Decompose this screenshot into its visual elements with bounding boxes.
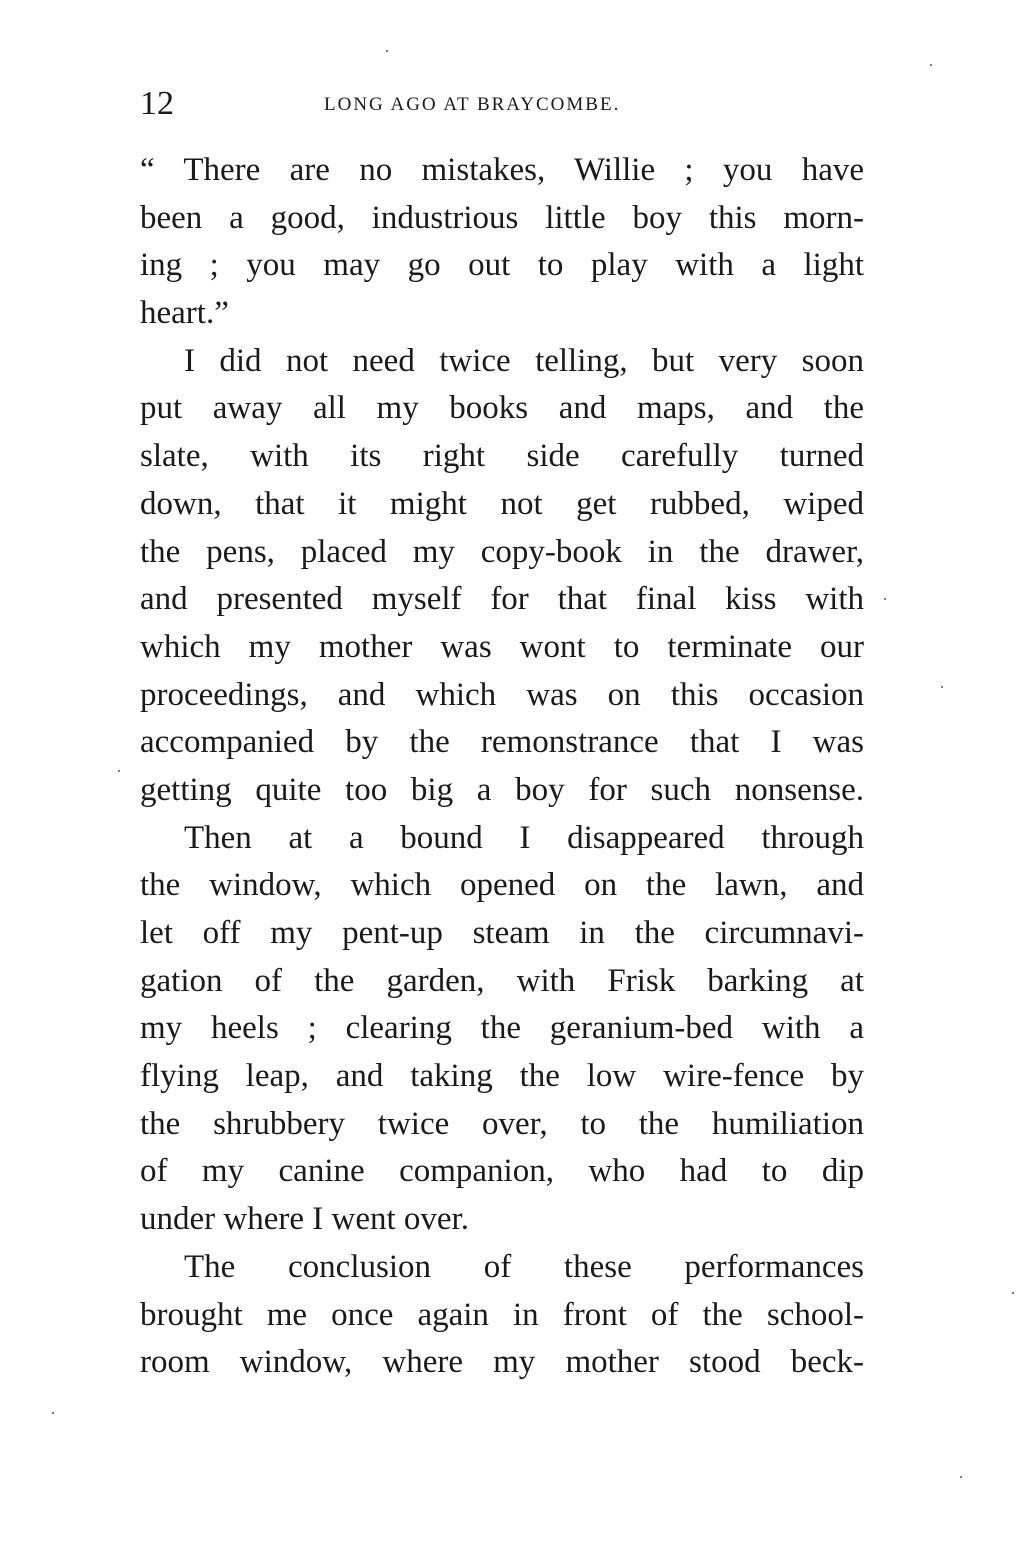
running-title: LONG AGO AT BRAYCOMBE. (324, 94, 621, 115)
text-line: the pens, placed my copy-book in the drawer, (140, 533, 864, 570)
text-line: brought me once again in front of the school- (140, 1296, 864, 1333)
scan-speck (52, 1412, 54, 1414)
text-line: I did not need twice telling, but very soon (184, 342, 864, 379)
text-line: room window, where my mother stood beck- (140, 1344, 864, 1381)
text-line: gation of the garden, with Frisk barking at (140, 962, 864, 999)
text-line: accompanied by the remonstrance that I was (140, 724, 864, 761)
text-line: flying leap, and taking the low wire-fence by (140, 1058, 864, 1095)
text-line: which my mother was wont to terminate our (140, 628, 864, 665)
text-line: down, that it might not get rubbed, wiped (140, 485, 864, 522)
text-line: the window, which opened on the lawn, and (140, 867, 864, 904)
paragraph-1 (140, 147, 864, 338)
scan-speck (118, 770, 120, 772)
text-line: been a good, industrious little boy this morn- (140, 199, 864, 236)
text-line: put away all my books and maps, and the (140, 390, 864, 427)
text-line: let off my pent-up steam in the circumnavi- (140, 915, 864, 951)
text-line: under where I went over. (140, 1201, 469, 1238)
page-header (140, 84, 864, 124)
scan-speck (386, 50, 388, 52)
text-line: the shrubbery twice over, to the humiliation (140, 1105, 864, 1142)
scan-speck (1012, 1292, 1014, 1294)
text-line: slate, with its right side carefully turned (140, 438, 864, 475)
scan-speck (941, 686, 943, 688)
scan-speck (930, 64, 932, 66)
scan-speck (960, 1476, 962, 1478)
text-line: proceedings, and which was on this occasion (140, 676, 864, 713)
body-text (140, 147, 864, 1387)
text-line: The conclusion of these performances (184, 1248, 864, 1285)
paragraph-2 (140, 338, 864, 815)
page-number: 12 (140, 85, 174, 122)
text-line: heart.” (140, 295, 229, 332)
paragraph-4 (140, 1244, 864, 1387)
text-line: “ There are no mistakes, Willie ; you have (140, 152, 864, 188)
text-line: of my canine companion, who had to dip (140, 1153, 864, 1190)
text-line: getting quite too big a boy for such nonsense. (140, 771, 864, 808)
text-line: and presented myself for that final kiss with (140, 581, 864, 618)
text-line: my heels ; clearing the geranium-bed with a (140, 1010, 864, 1047)
text-line: Then at a bound I disappeared through (184, 819, 864, 856)
scan-speck (884, 598, 886, 600)
paragraph-3 (140, 815, 864, 1244)
text-line: ing ; you may go out to play with a light (140, 247, 864, 284)
